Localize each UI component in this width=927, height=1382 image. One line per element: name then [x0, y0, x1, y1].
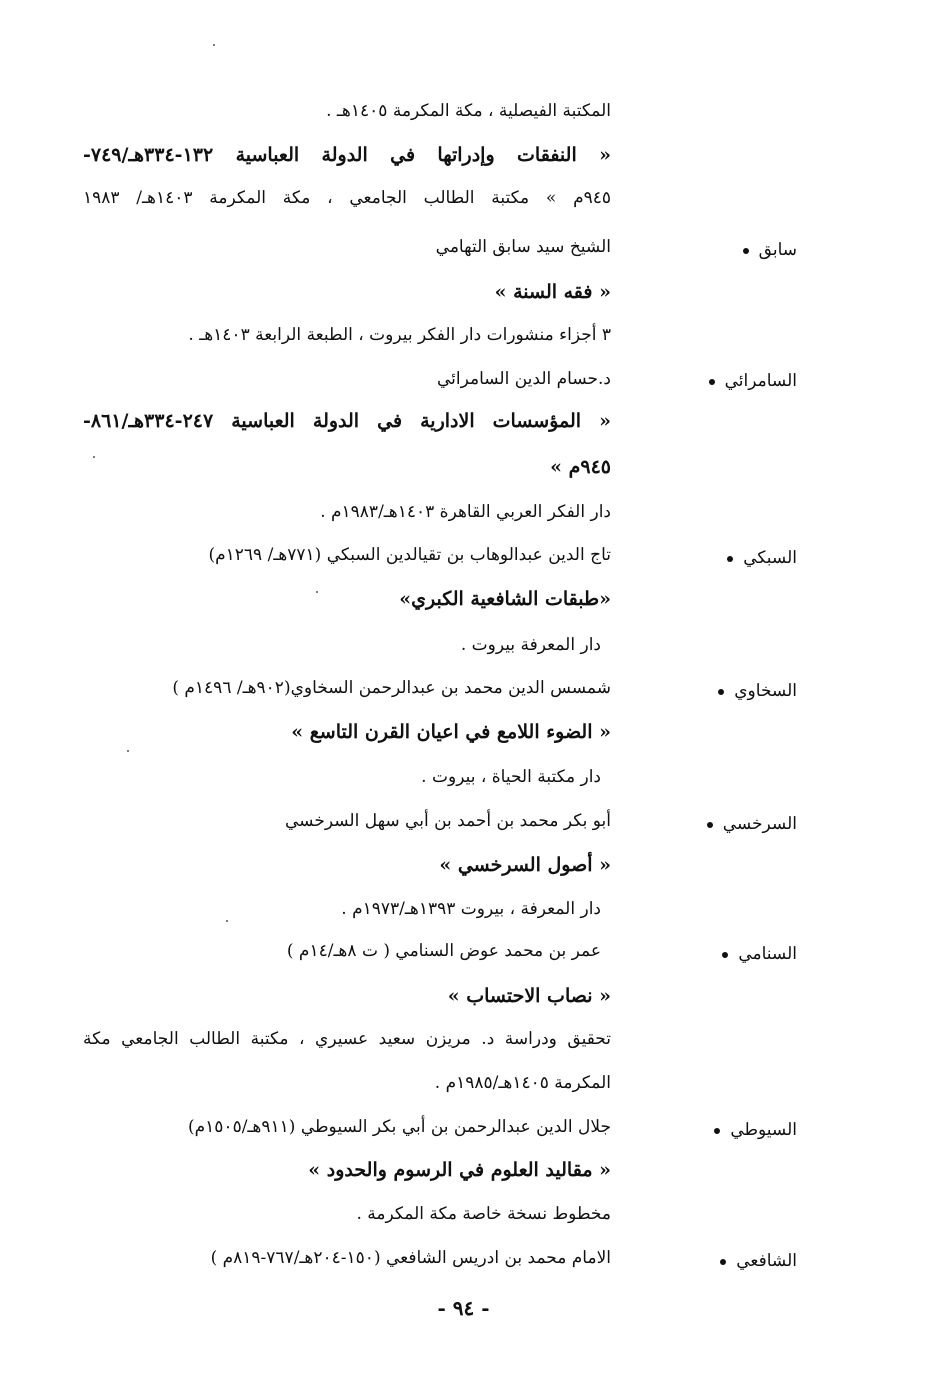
- author-full-name: جلال الدين عبدالرحمن بن أبي بكر السيوطي (٩١١هـ/١٥٠٥م): [188, 1117, 611, 1137]
- author-full-name: د.حسام الدين السامرائي: [436, 369, 611, 389]
- author-name: السبكي: [727, 545, 797, 571]
- bullet-icon: [720, 1259, 726, 1265]
- author-full-name: الشيخ سيد سابق التهامي: [435, 237, 611, 257]
- author-name: السنامي: [722, 941, 797, 967]
- publication-info: دار الفكر العربي القاهرة ١٤٠٣هـ/١٩٨٣م .: [320, 502, 611, 522]
- scan-speck: [316, 591, 318, 593]
- author-full-name: شمسس الدين محمد بن عبدالرحمن السخاوي(٩٠٢هـ/ ١٤٩٦م ): [172, 678, 611, 698]
- author-name: السخاوي: [718, 678, 797, 704]
- author-name: سابق: [743, 237, 797, 263]
- book-title: « فقه السنة »: [494, 281, 611, 303]
- book-title: « نصاب الاحتساب »: [447, 985, 611, 1007]
- bullet-icon: [727, 556, 733, 562]
- page-number: - ٩٤ -: [437, 1296, 490, 1320]
- entry-text: المكتبة الفيصلية ، مكة المكرمة ١٤٠٥هـ .: [326, 101, 611, 121]
- author-full-name: عمر بن محمد عوض السنامي ( ت ٨هـ/١٤م ): [286, 941, 601, 961]
- bullet-icon: [743, 248, 749, 254]
- author-name: السرخسي: [707, 811, 797, 837]
- bullet-icon: [718, 689, 724, 695]
- bullet-icon: [707, 822, 713, 828]
- publication-info-cont: المكرمة ١٤٠٥هـ/١٩٨٥م .: [434, 1073, 611, 1093]
- author-full-name: الامام محمد بن ادريس الشافعي (١٥٠-٢٠٤هـ/٧٦٧-٨١٩م ): [210, 1248, 611, 1268]
- scan-speck: [93, 456, 95, 458]
- author-full-name: أبو بكر محمد بن أحمد بن أبي سهل السرخسي: [285, 811, 611, 831]
- scan-speck: [213, 44, 215, 46]
- author-name: السيوطي: [714, 1117, 797, 1143]
- publication-info: ٣ أجزاء منشورات دار الفكر بيروت ، الطبعة الرابعة ١٤٠٣هـ .: [188, 325, 611, 345]
- author-full-name: تاج الدين عبدالوهاب بن تقيالدين السبكي (٧٧١هـ/ ١٢٦٩م): [208, 545, 611, 565]
- book-title: « المؤسسات الادارية في الدولة العباسية ٢٤٧-٣٣٤هـ/٨٦١-: [83, 410, 611, 432]
- author-name: الشافعي: [720, 1248, 797, 1274]
- book-title: « أصول السرخسي »: [439, 854, 611, 876]
- scan-speck: [127, 750, 129, 752]
- publication-info: دار مكتبة الحياة ، بيروت .: [421, 767, 601, 787]
- entry-text: ٩٤٥م » مكتبة الطالب الجامعي ، مكة المكرمة ١٤٠٣هـ/ ١٩٨٣: [83, 188, 611, 208]
- book-title: « مقاليد العلوم في الرسوم والحدود »: [308, 1159, 611, 1181]
- publication-info: دار المعرفة ، بيروت ١٣٩٣هـ/١٩٧٣م .: [341, 899, 601, 919]
- publication-info: مخطوط نسخة خاصة مكة المكرمة .: [356, 1204, 611, 1224]
- scan-speck: [226, 920, 228, 922]
- book-title: « الضوء اللامع في اعيان القرن التاسع »: [291, 721, 611, 743]
- publication-info: دار المعرفة بيروت .: [460, 635, 601, 655]
- bullet-icon: [709, 379, 715, 385]
- book-title-cont: ٩٤٥م »: [550, 456, 611, 478]
- publication-info: تحقيق ودراسة د. مريزن سعيد عسيري ، مكتبة الطالب الجامعي مكة: [83, 1029, 611, 1049]
- book-title: «طبقات الشافعية الكبري»: [399, 588, 611, 610]
- bullet-icon: [722, 952, 728, 958]
- author-name: السامرائي: [709, 368, 797, 394]
- bullet-icon: [714, 1128, 720, 1134]
- book-title: « النفقات وإدراتها في الدولة العباسية ١٣٢-٣٣٤هـ/٧٤٩-: [83, 144, 611, 166]
